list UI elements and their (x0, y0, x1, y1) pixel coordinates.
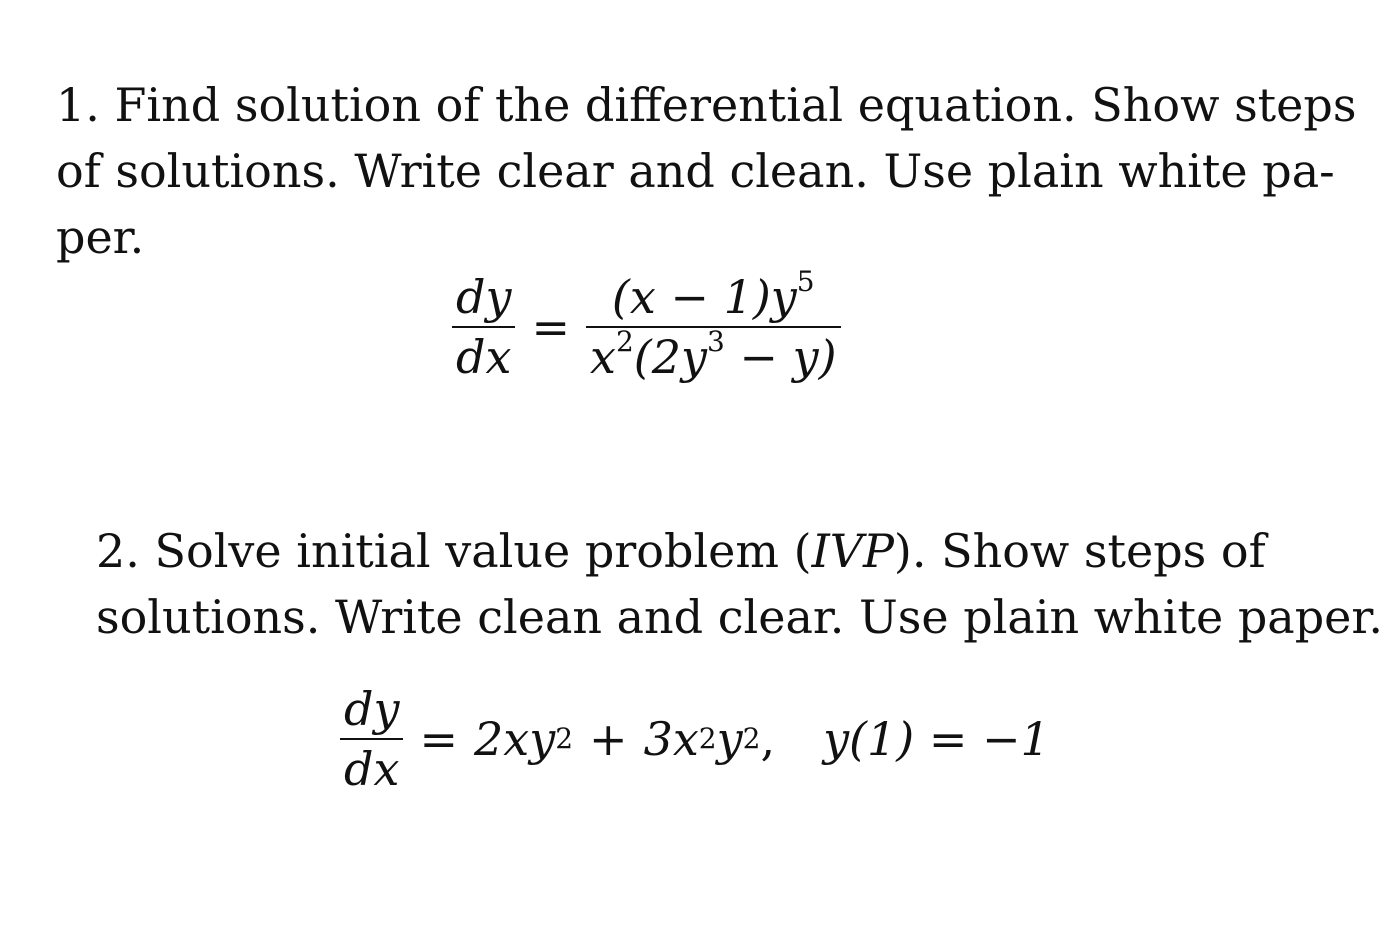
problem-1-line-3: per. (56, 210, 145, 264)
eq2-plus: + (589, 712, 628, 766)
eq1-rhs-num-exponent: 5 (796, 265, 815, 298)
problem-1-line-2: of solutions. Write clear and clean. Use plain white pa- (56, 144, 1335, 198)
eq1-rhs-den-exp-2: 3 (706, 325, 725, 358)
eq2-term-1: 2xy (473, 712, 556, 766)
problem-2-line-2: solutions. Write clean and clear. Use plain white paper. (96, 590, 1383, 644)
problem-2-line-1-b: ). Show steps of (893, 524, 1266, 578)
problem-2-text (96, 518, 1383, 650)
equation-2: $\frac{dy}{dx}$ = 2xy 2 + 3x 2 y 2 , y(1) = −1 (340, 680, 1050, 798)
eq1-rhs-numerator (608, 265, 819, 326)
problem-1-line-1: 1. Find solution of the differential equation. Show steps (56, 78, 1357, 132)
eq2-comma: , (760, 712, 776, 766)
eq1-lhs-numerator: dy (456, 270, 512, 324)
eq1-rhs-fraction (586, 265, 841, 386)
eq1-rhs-den-b: (2y (633, 330, 707, 384)
eq1-lhs-denominator: dx (456, 330, 512, 384)
eq2-lhs-denominator: dx (344, 742, 400, 796)
eq2-lhs-numerator: dy (344, 682, 400, 736)
eq2-term-2b: y (716, 712, 743, 766)
problem-2-line-1-start (96, 518, 1266, 584)
eq1-rhs-num-base: (x − 1)y (611, 270, 797, 324)
problem-1-text (56, 72, 1357, 270)
eq1-equals: = (531, 300, 570, 354)
eq1-lhs-fraction (452, 268, 515, 386)
problem-2-line-1 (96, 518, 1316, 584)
problem-2-line-1-a: 2. Solve initial value problem ( (96, 524, 812, 578)
eq2-initial-condition: y(1) = −1 (823, 712, 1050, 766)
eq1-rhs-den-x: x (589, 330, 616, 384)
ivp-label: IVP (811, 524, 894, 578)
equation-1 (452, 265, 841, 386)
eq1-rhs-den-c: − y) (724, 330, 837, 384)
eq2-term-2a: 3x (643, 712, 699, 766)
eq2-lhs-fraction (340, 680, 403, 798)
eq1-rhs-den-exp-1: 2 (615, 325, 634, 358)
eq1-rhs-denominator (586, 325, 841, 386)
eq2-equals: = (419, 712, 458, 766)
